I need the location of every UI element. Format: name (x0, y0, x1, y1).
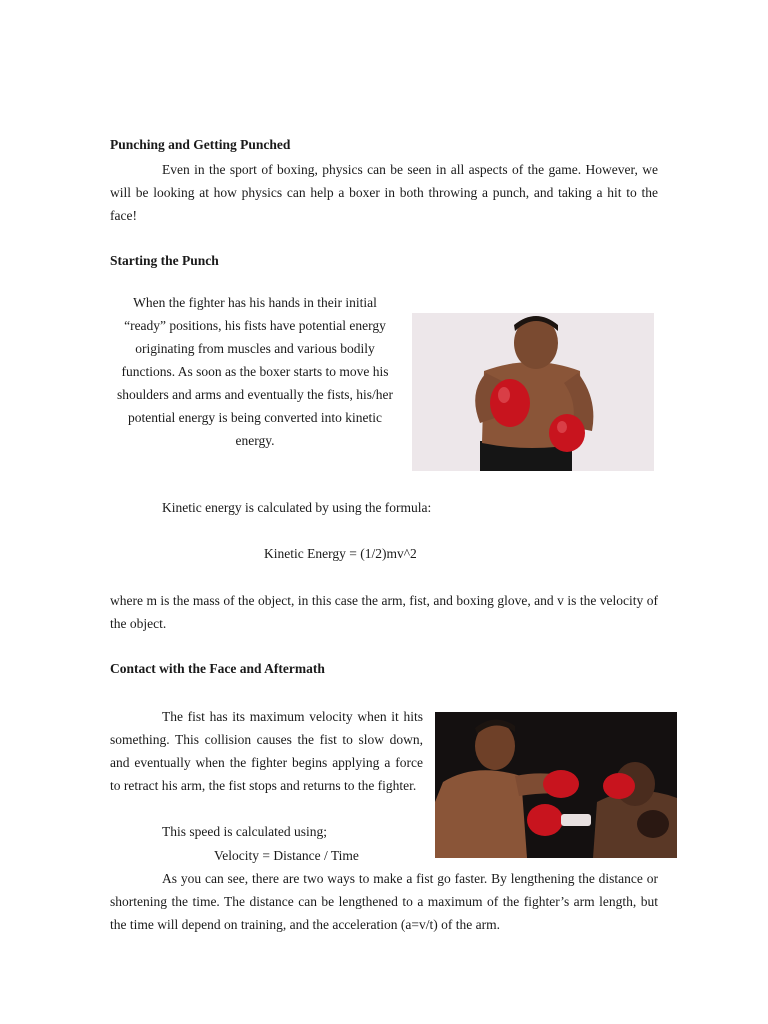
boxer-ready-stance-photo (412, 313, 654, 471)
section-heading-contact: Contact with the Face and Aftermath (110, 661, 325, 676)
where-paragraph: where m is the mass of the object, in this case the arm, fist, and boxing glove, and v is the velocity of the object. (110, 593, 658, 631)
intro-paragraph: Even in the sport of boxing, physics can be seen in all aspects of the game. However, we will be looking at how physics can help a boxer in both throwing a punch, and taking a hit to the face! (110, 162, 658, 223)
section-heading-starting: Starting the Punch (110, 253, 219, 268)
kinetic-energy-formula: Kinetic Energy = (1/2)mv^2 (264, 546, 417, 561)
velocity-formula: Velocity = Distance / Time (214, 848, 359, 863)
boxers-exchanging-punch-photo (435, 712, 677, 858)
starting-punch-paragraph: When the fighter has his hands in their initial “ready” positions, his fists have potential energy originating from muscles and various bodily functions. As soon as the boxer starts to move his shoulders and arms and eventually the fists, his/her potential energy is being converted into kinetic energy. (117, 295, 393, 448)
kinetic-energy-intro: Kinetic energy is calculated by using the formula: (162, 500, 432, 515)
final-paragraph: As you can see, there are two ways to make a fist go faster. By lengthening the distance or shortening the time. The distance can be lengthened to a maximum of the fighter’s arm length, but the time will depend on training, and the acceleration (a=v/t) of the arm. (110, 871, 658, 932)
section-heading-punching: Punching and Getting Punched (110, 137, 291, 152)
speed-calculation-line: This speed is calculated using; (162, 824, 327, 839)
contact-paragraph: The fist has its maximum velocity when it hits something. This collision causes the fist to slow down, and eventually when the fighter begins applying a force to retract his arm, the fist stops and returns to the fighter. (110, 709, 423, 793)
